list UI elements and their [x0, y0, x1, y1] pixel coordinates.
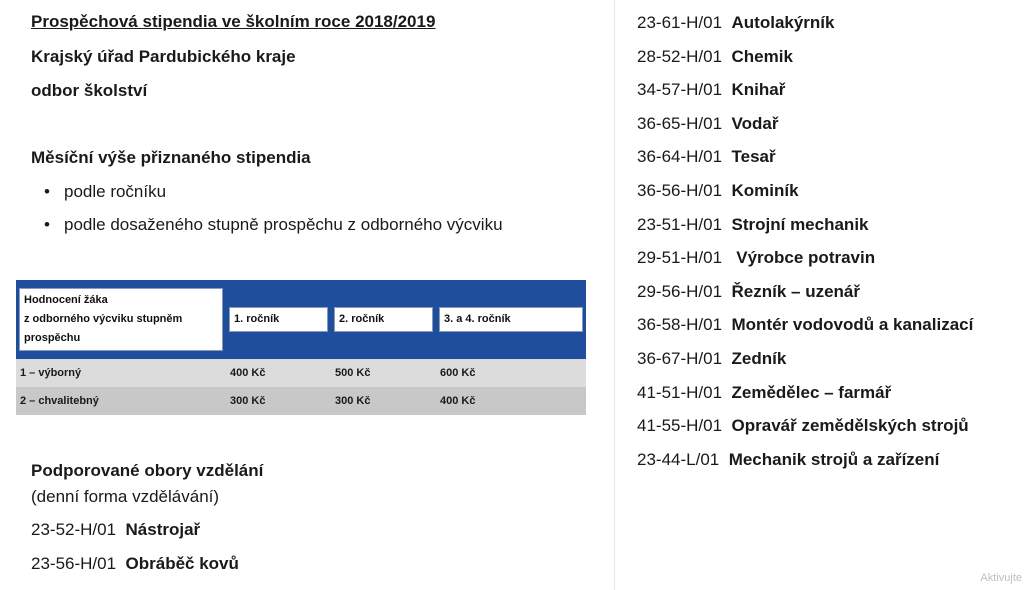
monthly-heading: Měsíční výše přiznaného stipendia	[31, 148, 311, 167]
list-item: 36-67-H/01 Zedník	[637, 349, 787, 368]
list-item: 23-52-H/01 Nástrojař	[31, 520, 201, 539]
list-item: 23-56-H/01 Obráběč kovů	[31, 554, 239, 573]
list-item: 36-64-H/01 Tesař	[637, 147, 776, 167]
table-header-col: 1. ročník	[226, 280, 331, 359]
document-title: Prospěchová stipendia ve školním roce 2018/2019	[31, 12, 436, 31]
list-item: 23-51-H/01 Strojní mechanik	[637, 214, 869, 234]
table-row: 2 – chvalitebný 300 Kč 300 Kč 400 Kč	[16, 387, 586, 415]
list-item: 36-65-H/01 Vodař	[637, 113, 779, 133]
stipend-table	[16, 280, 586, 415]
list-item: 41-55-H/01 Opravář zemědělských strojů	[637, 416, 969, 436]
column-divider	[614, 0, 615, 590]
table-row: 1 – výborný 400 Kč 500 Kč 600 Kč	[16, 359, 586, 387]
activation-watermark: Aktivujte	[980, 572, 1022, 584]
table-header-grade: Hodnocení žáka z odborného výcviku stupněm prospěchu	[16, 280, 226, 359]
list-item: 23-61-H/01 Autolakýrník	[637, 13, 835, 32]
list-item: 23-44-L/01 Mechanik strojů a zařízení	[637, 449, 940, 469]
bullet-item: • podle ročníku	[44, 182, 167, 201]
table-header-col: 3. a 4. ročník	[436, 280, 586, 359]
list-item: 34-57-H/01 Knihař	[637, 80, 786, 100]
list-item: 41-51-H/01 Zemědělec – farmář	[637, 382, 892, 402]
supported-heading: Podporované obory vzdělání	[31, 461, 264, 480]
list-item: 29-51-H/01 Výrobce potravin	[637, 248, 876, 268]
department-name: odbor školství	[31, 81, 148, 100]
supported-subheading: (denní forma vzdělávání)	[31, 487, 220, 506]
list-item: 29-56-H/01 Řezník – uzenář	[637, 281, 861, 301]
list-item: 28-52-H/01 Chemik	[637, 46, 793, 66]
office-name: Krajský úřad Pardubického kraje	[31, 47, 296, 66]
table-header-col: 2. ročník	[331, 280, 436, 359]
list-item: 36-58-H/01 Montér vodovodů a kanalizací	[637, 315, 974, 335]
list-item: 36-56-H/01 Kominík	[637, 181, 799, 200]
bullet-item: • podle dosaženého stupně prospěchu z odborného výcviku	[44, 215, 503, 234]
